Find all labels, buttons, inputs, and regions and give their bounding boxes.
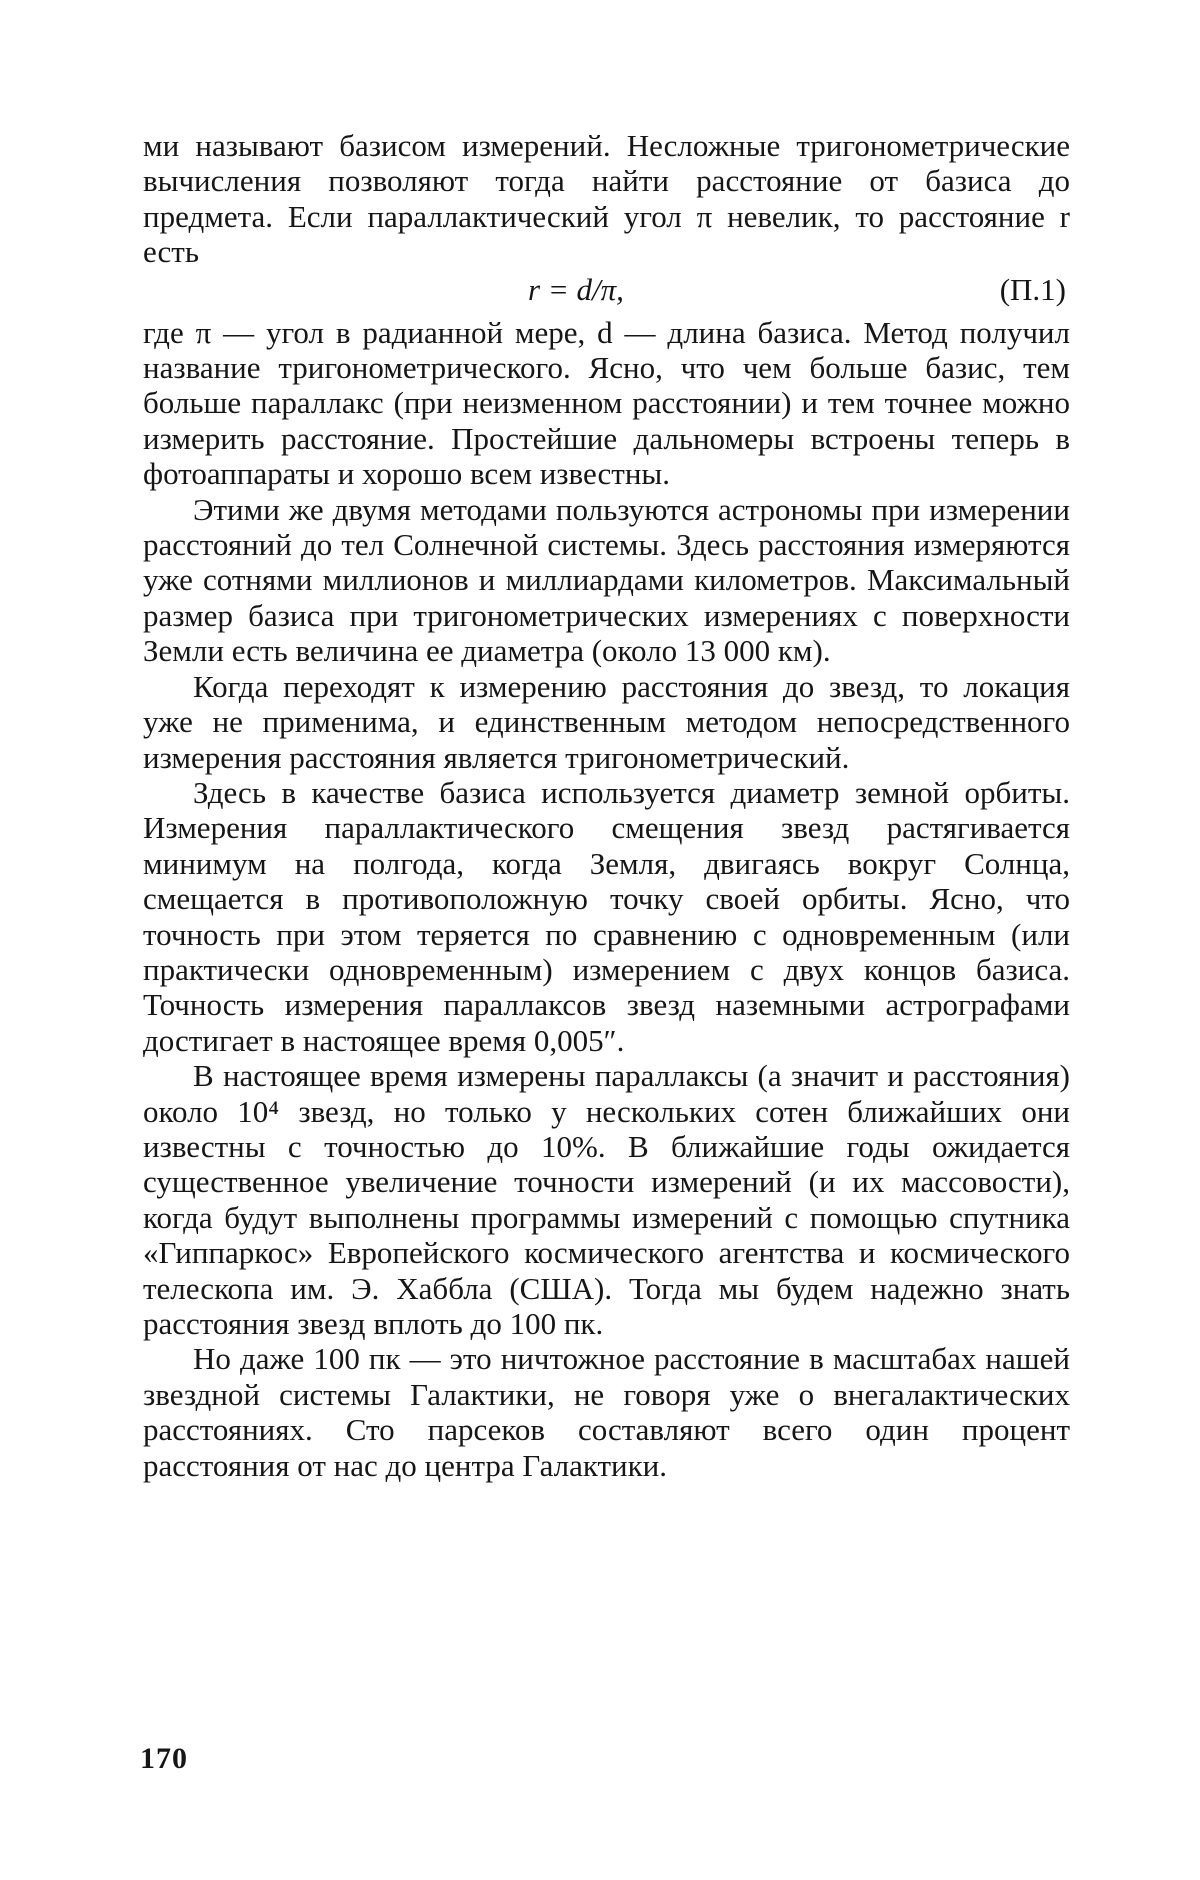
paragraph-definition: где π — угол в радианной мере, d — длина базиса. Метод получил название тригонометрического. Ясно, что чем больше базис, тем больше параллакс (при неизменном расстоянии) и тем точнее можно измерить расстояние. Простейшие дальномеры встроены теперь в фотоаппараты и хорошо всем известны.: [143, 314, 1070, 492]
formula-row: [143, 272, 1070, 312]
paragraph-stars-method: Когда переходят к измерению расстояния до звезд, то локация уже не применима, и единственным методом непосредственного измерения расстояния является тригонометрический.: [143, 668, 1070, 775]
page-number: 170: [140, 1742, 188, 1775]
paragraph-solar-system: Этими же двумя методами пользуются астрономы при измерении расстояний до тел Солнечной системы. Здесь расстояния измеряются уже сотнями миллионов и миллиардами километров. Максимальный размер базиса при тригонометрических измерениях с поверхности Земли есть величина ее диаметра (около 13 000 км).: [143, 491, 1070, 669]
paragraph-continued: ми называют базисом измерений. Несложные тригонометрические вычисления позволяют тогда найти расстояние от базиса до предмета. Если параллактический угол π невелик, то расстояние r есть: [143, 128, 1070, 270]
paragraph-earth-orbit-basis: Здесь в качестве базиса используется диаметр земной орбиты. Измерения параллактического смещения звезд растягивается минимум на полгода, когда Земля, двигаясь вокруг Солнца, смещается в противоположную точку своей орбиты. Ясно, что точность при этом теряется по сравнению с одновременным (или практически одновременным) измерением с двух концов базиса. Точность измерения параллаксов звезд наземными астрографами достигает в настоящее время 0,005″.: [143, 774, 1070, 1058]
formula-expression: r = d/π,: [528, 271, 624, 307]
paragraph-measured-parallaxes: В настоящее время измерены параллаксы (а значит и расстояния) около 10⁴ звезд, но только у нескольких сотен ближайших они известны с точностью до 10%. В ближайшие годы ожидается существенное увеличение точности измерений (и их массовости), когда будут выполнены программы измерений с помощью спутника «Гиппаркос» Европейского космического агентства и космического телескопа им. Э. Хаббла (США). Тогда мы будем надежно знать расстояния звезд вплоть до 100 пк.: [143, 1058, 1070, 1341]
formula-number: (П.1): [999, 271, 1066, 307]
page-body: [143, 128, 1070, 1483]
paragraph-galactic-scale: Но даже 100 пк — это ничтожное расстояние в масштабах нашей звездной системы Галактики, не говоря уже о внегалактических расстояниях. Сто парсеков составляют всего один процент расстояния от нас до центра Галактики.: [143, 1341, 1070, 1483]
